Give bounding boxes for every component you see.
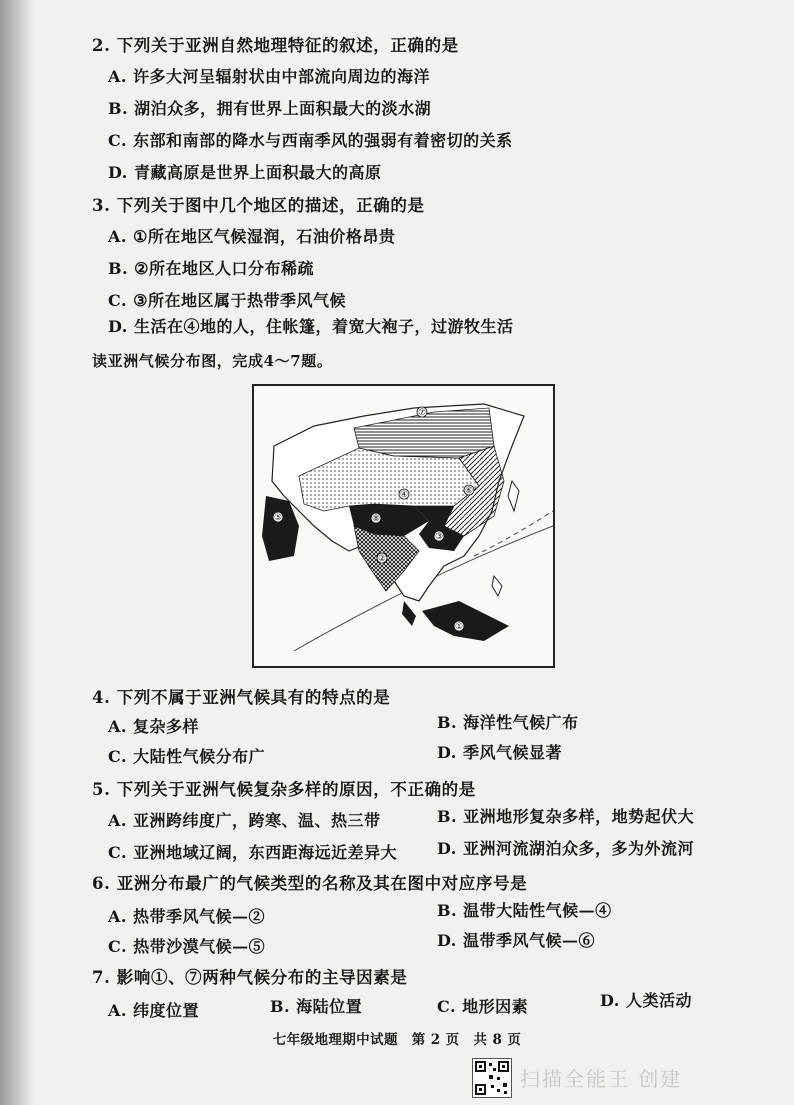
question-6-stem: 6. 亚洲分布最广的气候类型的名称及其在图中对应序号是 <box>92 874 528 893</box>
question-4-stem: 4. 下列不属于亚洲气候具有的特点的是 <box>92 688 391 707</box>
asia-climate-map <box>252 384 555 668</box>
map-label-3: ③ <box>434 532 444 542</box>
scanner-watermark: 扫描全能王 创建 <box>520 1067 683 1091</box>
question-3-stem: 3. 下列关于图中几个地区的描述，正确的是 <box>92 196 425 215</box>
region-1-peninsula <box>402 601 416 626</box>
question-4-option-d: D. 季风气候显著 <box>437 743 562 762</box>
map-label-7: ⑦ <box>417 408 427 418</box>
map-label-8: ⑧ <box>371 514 381 524</box>
question-3-option-b: B. ②所在地区人口分布稀疏 <box>108 259 315 278</box>
region-1 <box>422 601 509 641</box>
map-intro: 读亚洲气候分布图，完成4～7题。 <box>92 352 333 370</box>
question-4-option-a: A. 复杂多样 <box>108 717 200 736</box>
scan-shadow <box>0 0 34 1105</box>
question-6-option-b: B. 温带大陆性气候—④ <box>437 901 612 920</box>
question-2-stem: 2. 下列关于亚洲自然地理特征的叙述，正确的是 <box>92 36 459 55</box>
map-label-6: ⑥ <box>464 486 474 496</box>
question-4-option-b: B. 海洋性气候广布 <box>437 713 579 732</box>
question-5-option-d: D. 亚洲河流湖泊众多，多为外流河 <box>437 839 694 858</box>
map-svg <box>254 386 553 666</box>
question-3-option-d: D. 生活在④地的人，住帐篷，着宽大袍子，过游牧生活 <box>108 317 514 336</box>
question-3-option-a: A. ①所在地区气候湿润，石油价格昂贵 <box>108 227 396 246</box>
qr-code-icon <box>472 1058 512 1098</box>
question-5-option-b: B. 亚洲地形复杂多样，地势起伏大 <box>437 807 695 826</box>
map-label-4: ④ <box>399 490 409 500</box>
question-7-option-c: C. 地形因素 <box>437 997 529 1016</box>
question-2-option-c: C. 东部和南部的降水与西南季风的强弱有着密切的关系 <box>108 131 513 150</box>
question-6-option-c: C. 热带沙漠气候—⑤ <box>108 937 266 956</box>
question-2-option-b: B. 湖泊众多，拥有世界上面积最大的淡水湖 <box>108 99 432 118</box>
question-5-option-a: A. 亚洲跨纬度广，跨寒、温、热三带 <box>108 811 381 830</box>
question-7-option-d: D. 人类活动 <box>600 991 692 1010</box>
question-3-option-c: C. ③所在地区属于热带季风气候 <box>108 291 346 310</box>
question-7-option-b: B. 海陆位置 <box>270 997 363 1016</box>
question-5-stem: 5. 下列关于亚洲气候复杂多样的原因，不正确的是 <box>92 780 476 799</box>
question-7-stem: 7. 影响①、⑦两种气候分布的主导因素是 <box>92 968 408 987</box>
page-footer: 七年级地理期中试题 第 2 页 共 8 页 <box>272 1032 522 1048</box>
question-4-option-c: C. 大陆性气候分布广 <box>108 747 266 766</box>
question-6-option-a: A. 热带季风气候—② <box>108 907 266 926</box>
philippines <box>492 576 502 596</box>
map-label-5: ⑤ <box>273 513 283 523</box>
question-2-option-a: A. 许多大河呈辐射状由中部流向周边的海洋 <box>108 67 431 86</box>
question-7-option-a: A. 纬度位置 <box>108 1001 200 1020</box>
japan-islands <box>508 481 519 511</box>
question-2-option-d: D. 青藏高原是世界上面积最大的高原 <box>108 163 382 182</box>
question-6-option-d: D. 温带季风气候—⑥ <box>437 931 595 950</box>
map-label-1: ① <box>454 622 464 632</box>
map-label-2: ② <box>377 554 387 564</box>
question-5-option-c: C. 亚洲地域辽阔，东西距海远近差异大 <box>108 843 398 862</box>
